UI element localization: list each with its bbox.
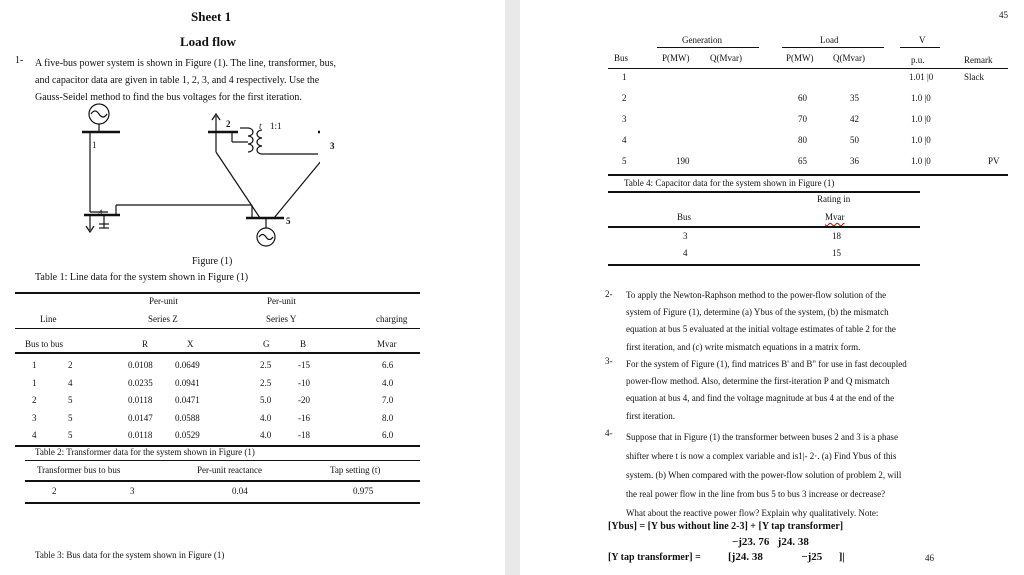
t4-h-mvar: Mvar — [825, 212, 845, 222]
page-number: 45 — [999, 10, 1008, 20]
q2-number: 2- — [605, 289, 613, 299]
table1-body — [15, 357, 420, 445]
t4-row1-bus: 3 — [683, 231, 688, 241]
tap-t-label: t — [259, 121, 262, 131]
page-number-2: 46 — [925, 553, 934, 563]
table4-caption: Table 4: Capacitor data for the system shown in Figure (1) — [624, 178, 835, 188]
bus-label-4: 4 — [98, 208, 103, 218]
bt-h-load: Load — [820, 35, 839, 45]
transformer-ratio: 1:1 — [270, 121, 282, 131]
bus-table-body — [608, 72, 1008, 177]
bus-label-3: 3 — [330, 141, 335, 151]
right-page — [520, 0, 1024, 575]
t1-h-x: X — [187, 339, 194, 349]
t1-h-b: B — [300, 339, 307, 349]
table-row: 2 5 0.0118 0.0471 5.0 -20 7.0 — [32, 395, 394, 405]
t2-h1: Transformer bus to bus — [37, 465, 121, 475]
t4-row1-rating: 18 — [832, 231, 841, 241]
table-row: 3 70 42 1.0 |0 — [622, 114, 931, 124]
t1-h-g: G — [263, 339, 270, 349]
t1-h-mvar: Mvar — [377, 339, 397, 349]
table1-caption: Table 1: Line data for the system shown in Figure (1) — [35, 272, 249, 283]
table-row: 1 2 0.0108 0.0649 2.5 -15 6.6 — [32, 360, 394, 370]
t2-cell-to: 3 — [130, 486, 135, 496]
bt-h-generation: Generation — [682, 35, 722, 45]
q2-text: To apply the Newton-Raphson method to the power-flow solution of the system of Figure (1), determine (a) Ybus of the system, (b) the mismatch equation at bus 5 evaluated at the initial voltage estimates of table 2 for the first iteration, and (c) write mismatch equations in a matrix form. — [626, 290, 896, 352]
table-row: 2 60 35 1.0 |0 — [622, 93, 931, 103]
t1-h-bustobus: Bus to bus — [25, 339, 64, 349]
bt-h-pmw: P(MW) — [662, 53, 690, 63]
t2-cell-from: 2 — [52, 486, 57, 496]
q4-text: Suppose that in Figure (1) the transformer between buses 2 and 3 is a phase shifter where t is now a complex variable and is1|- 2·. (a) Find Ybus of this system. (b) When compared with the power-flow solution of problem 2, will the real power flow in the line from bus 5 to bus 3 increase or decrease? What about the reactive power flow? Explain why qualitatively. Note: — [626, 432, 902, 518]
t1-h-r: R — [142, 339, 149, 349]
table-row: 5 190 65 36 1.0 |0 PV — [622, 156, 1000, 166]
q1-number: 1- — [15, 55, 24, 66]
sheet-title: Sheet 1 — [191, 9, 232, 24]
t4-row2-rating: 15 — [832, 248, 841, 258]
bus-label-2: 2 — [226, 119, 231, 129]
bus-label-1: 1 — [92, 140, 97, 150]
bt-h-qmvar: Q(Mvar) — [710, 53, 742, 63]
section-title: Load flow — [180, 34, 236, 49]
table-row: 4 5 0.0118 0.0529 4.0 -18 6.0 — [32, 430, 394, 440]
t4-row2-bus: 4 — [683, 248, 688, 258]
bt-h-remark: Remark — [964, 55, 993, 65]
q3-text: For the system of Figure (1), find matrices B' and B" for use in fast decoupled power-flow method. Also, determine the first-iteration P and Q mismatch equation at bus 4, and find the voltage magnitude at bus 4 at the end of the first iteration. — [626, 359, 907, 421]
equation-ytap-label: [Y tap transformer] = — [608, 552, 704, 563]
figure-caption: Figure (1) — [192, 256, 233, 267]
table-row: 1 4 0.0235 0.0941 2.5 -10 4.0 — [32, 377, 394, 388]
t1-h-seriesy: Series Y — [266, 314, 297, 324]
bt-h-pu: p.u. — [911, 55, 925, 65]
q3-number: 3- — [605, 356, 613, 366]
t2-h3: Tap setting (t) — [330, 465, 381, 475]
table3-caption: Table 3: Bus data for the system shown in Figure (1) — [35, 550, 225, 560]
table-row: 1 1.01 |0 Slack — [622, 72, 984, 82]
bt-h-pmw2: P(MW) — [786, 53, 814, 63]
q1-text: A five-bus power system is shown in Figure (1). The line, transformer, bus, and capacitor data are given in table 1, 2, 3, and 4 respectively. Use the Gauss-Seidel method to find the bus voltages for the first iteration. — [35, 58, 337, 103]
q4-number: 4- — [605, 428, 613, 438]
t1-h-seriesz: Series Z — [148, 314, 178, 324]
transformer-coil-icon — [248, 128, 253, 152]
table-row: 4 80 50 1.0 |0 — [622, 135, 931, 145]
matrix-top-row: −j23. 76 j24. 38 — [732, 536, 809, 548]
t2-cell-tap: 0.975 — [353, 486, 374, 496]
t1-h-line: Line — [40, 314, 57, 324]
t4-h-rating: Rating in — [817, 194, 851, 204]
bt-h-qmvar2: Q(Mvar) — [833, 53, 865, 63]
t1-h-seriesz-top: Per-unit — [149, 296, 178, 306]
t2-cell-reactance: 0.04 — [232, 486, 248, 496]
bus-label-5: 5 — [286, 216, 291, 226]
table-row: 3 5 0.0147 0.0588 4.0 -16 8.0 — [32, 412, 394, 423]
left-page — [0, 0, 505, 575]
t1-h-charging: charging — [376, 314, 408, 324]
matrix-bottom-row: [j24. 38 −j25 ]| — [728, 551, 845, 563]
t4-h-bus: Bus — [677, 212, 692, 222]
t1-h-seriesy-top: Per-unit — [267, 296, 296, 306]
t2-h2: Per-unit reactance — [197, 465, 263, 475]
bt-h-bus: Bus — [614, 53, 629, 63]
equation-ybus: [Ybus] = [Y bus without line 2-3] + [Y tap transformer] — [608, 521, 844, 532]
bt-h-v: V — [919, 35, 926, 45]
table2-caption: Table 2: Transformer data for the system shown in Figure (1) — [35, 447, 255, 457]
